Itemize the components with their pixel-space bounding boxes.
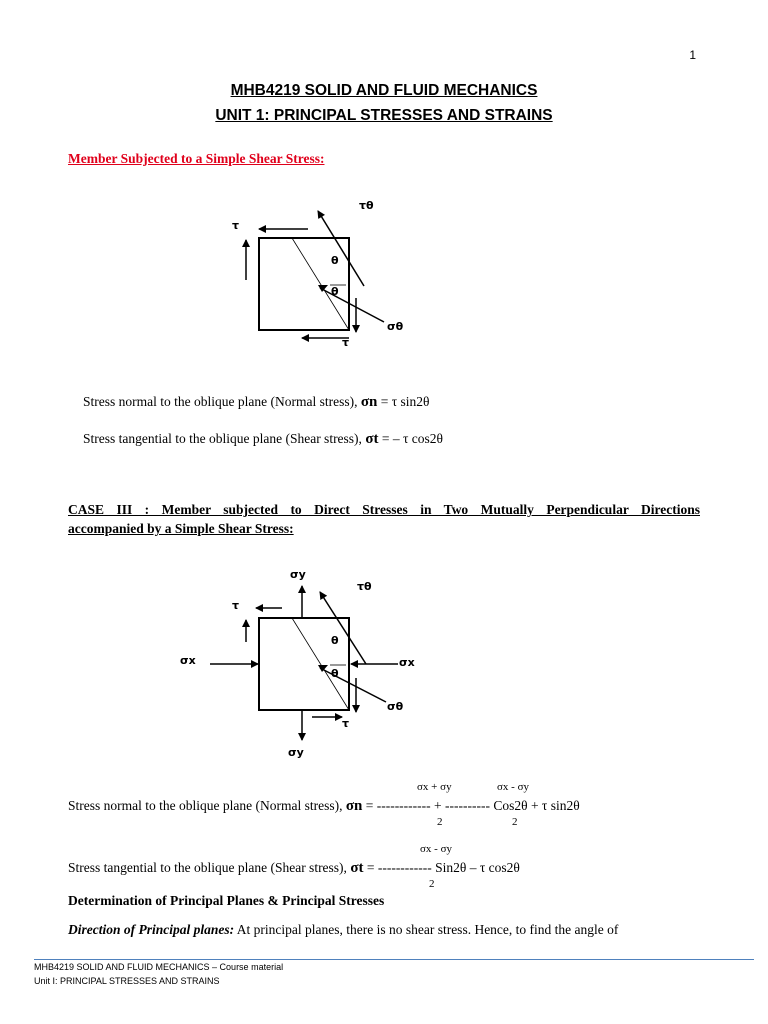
label-tau-theta-2: τθ [357,580,372,593]
label-tau-2: τ [232,599,240,612]
label-sigma-theta: σθ [387,320,404,333]
shear-symbol: σt [350,860,364,876]
normal-denominator-2: 2 [512,816,518,828]
sigma-theta-line [320,288,384,322]
normal-numerator-1: σx + σy [417,781,452,793]
normal-rhs: = ------------ + ---------- Cos2θ + τ sin2θ [362,798,580,813]
label-sigma-x-left: σx [180,654,196,667]
eq-shear-text: Stress tangential to the oblique plane (Shear stress), [83,431,366,446]
tau-theta-arrow-2 [320,592,366,664]
principal-planes-heading: Determination of Principal Planes & Principal Stresses [68,893,385,908]
eq-shear-stress [83,431,443,448]
principal-planes-paragraph [68,922,700,938]
eq-normal-stress [83,394,429,411]
eq-normal-rhs: = τ sin2θ [377,394,430,409]
label-theta: θ [331,254,339,267]
label-tau-bottom: τ [342,336,350,349]
figure-biaxial-shear [180,568,415,759]
footer-course-code: MHB4219 SOLID AND FLUID MECHANICS [34,962,210,972]
eq-shear-symbol: σt [365,431,379,447]
label-tau-theta: τθ [359,199,374,212]
principal-planes-text: At principal planes, there is no shear stress. Hence, to find the angle of [234,922,619,937]
case-iii-heading-line2: accompanied by a Simple Shear Stress: [68,521,294,536]
label-tau-bottom-2: τ [342,717,350,730]
normal-symbol: σn [345,798,363,814]
eq-normal-stress-2 [68,798,580,815]
footer-course-rest: – Course material [209,962,284,972]
eq-normal-text: Stress normal to the oblique plane (Normal stress), [83,394,361,409]
label-theta-3: θ [331,634,339,647]
normal-text: Stress normal to the oblique plane (Normal stress), [68,798,346,813]
label-sigma-theta-2: σθ [387,700,404,713]
tau-theta-arrow [318,211,364,286]
principal-planes-label: Direction of Principal planes: [68,922,235,937]
shear-text: Stress tangential to the oblique plane (Shear stress), [68,860,351,875]
footer-line-1 [34,962,283,972]
footer-divider [34,959,754,960]
label-sigma-y-top: σy [290,568,306,581]
label-tau: τ [232,219,240,232]
label-theta-2: θ [331,285,339,298]
eq-shear-rhs: = – τ cos2θ [378,431,443,446]
document-title: MHB4219 SOLID AND FLUID MECHANICS [230,82,538,99]
shear-numerator: σx - σy [420,843,453,855]
normal-numerator-2: σx - σy [497,781,530,793]
page-number: 1 [689,48,696,62]
case-iii-heading: CASE III : Member subjected to Direct Stresses in Two Mutually Perpendicular Directions [68,502,700,517]
label-theta-4: θ [331,667,339,680]
footer-line-2: Unit I: PRINCIPAL STRESSES AND STRAINS [34,976,220,986]
shear-rhs: = ------------ Sin2θ – τ cos2θ [363,860,520,875]
eq-normal-symbol: σn [360,394,378,410]
normal-denominator-1: 2 [437,816,443,828]
label-sigma-x-right: σx [399,656,415,669]
label-sigma-y-bottom: σy [288,746,304,759]
section-heading-simple-shear: Member Subjected to a Simple Shear Stress: [68,151,325,166]
eq-shear-stress-2 [68,860,520,877]
shear-denominator: 2 [429,878,435,890]
unit-title: UNIT 1: PRINCIPAL STRESSES AND STRAINS [215,107,553,124]
